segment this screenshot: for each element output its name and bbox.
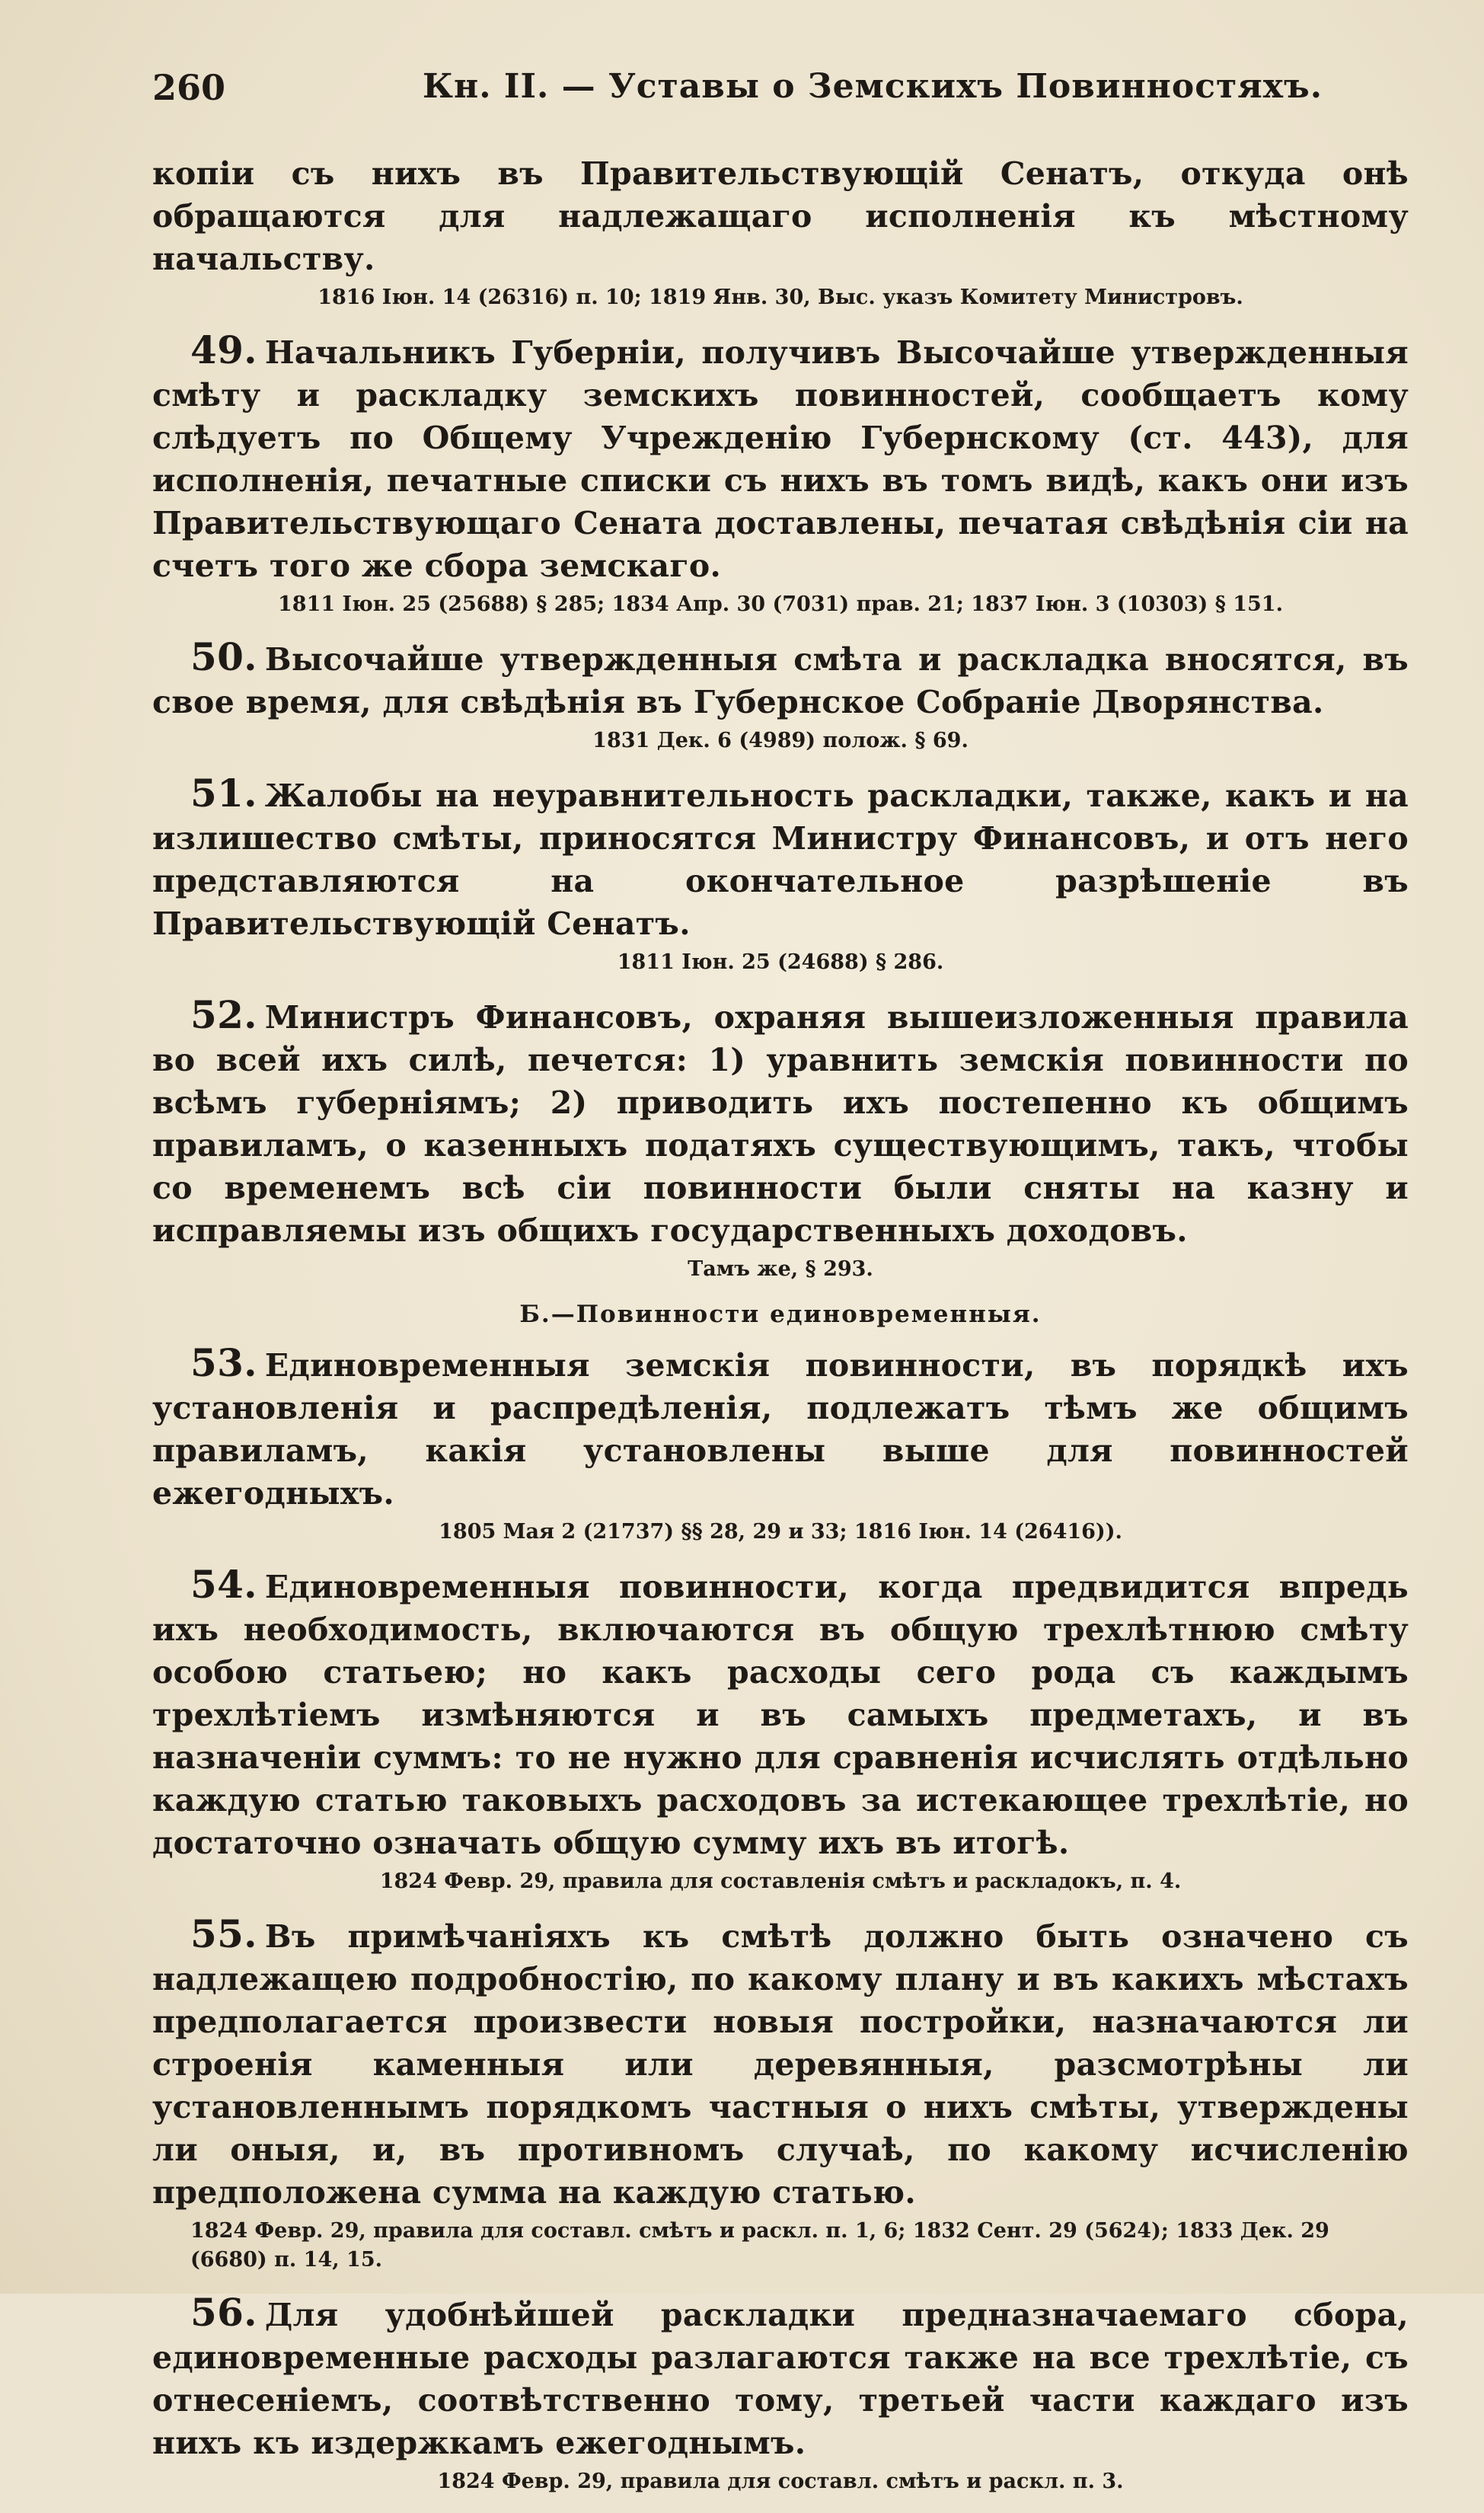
article-text: Высочайше утвержденныя смѣта и раскладка вносятся, въ свое время, для свѣдѣнія въ Губернское Собраніе Дворянства. [152, 641, 1409, 720]
article-number: 51. [190, 771, 257, 816]
section-subheading: Б.—Повинности единовременныя. [519, 1301, 1042, 1328]
running-title: Кн. II. — Уставы о Земскихъ Повинностяхъ. [423, 67, 1323, 106]
article-number: 53. [190, 1340, 257, 1385]
article-text: Единовременныя земскія повинности, въ порядкѣ ихъ установленія и распредѣленія, подлежатъ тѣмъ же общимъ правиламъ, какія установлены выше для повинностей ежегодныхъ. [152, 1347, 1409, 1512]
citation: 1816 Іюн. 14 (26316) п. 10; 1819 Янв. 30, Выс. указъ Комитету Министровъ. [318, 286, 1243, 309]
article-text: Начальникъ Губерніи, получивъ Высочайше утвержденныя смѣту и раскладку земскихъ повинностей, сообщаетъ кому слѣдуетъ по Общему Учрежденію Губернскому (ст. 443), для исполненія, печатные списки съ нихъ въ томъ видѣ, какъ они изъ Правительствующаго Сената доставлены, печатая свѣдѣнія сіи на счетъ того же сбора земскаго. [152, 334, 1409, 584]
article-53 [152, 1342, 1409, 1547]
article-54 [152, 1563, 1409, 1896]
article-text: Единовременныя повинности, когда предвидится впредь ихъ необходимость, включаются въ общую трехлѣтнюю смѣту особою статьею; но какъ расходы сего рода съ каждымъ трехлѣтіемъ измѣняются и въ самыхъ предметахъ, и въ назначеніи суммъ: то не нужно для сравненія исчислять отдѣльно каждую статью таковыхъ расходовъ за истекающее трехлѣтіе, но достаточно означать общую сумму ихъ въ итогѣ. [152, 1569, 1409, 1861]
citation: 1824 Февр. 29, правила для составл. смѣтъ и раскл. п. 1, 6; 1832 Сент. 29 (5624); 1833 Дек. 29 (6680) п. 14, 15. [190, 2219, 1329, 2272]
article-text: Министръ Финансовъ, охраняя вышеизложенныя правила во всей ихъ силѣ, печется: 1) уравнить земскія повинности по всѣмъ губерніямъ; 2) приводить ихъ постепенно къ общимъ правиламъ, о казенныхъ податяхъ существующимъ, такъ, чтобы со временемъ всѣ сіи повинности были сняты на казну и исправляемы изъ общихъ государственныхъ доходовъ. [152, 999, 1409, 1249]
article-52 [152, 994, 1409, 1284]
citation: 1831 Дек. 6 (4989) полож. § 69. [592, 729, 969, 752]
page-header [152, 67, 1340, 113]
continuation-paragraph: копіи съ нихъ въ Правительствующій Сенатъ, откуда онѣ обращаются для надлежащаго исполненія къ мѣстному начальству. [152, 155, 1409, 277]
citation: 1824 Февр. 29, правила для составленія смѣтъ и раскладокъ, п. 4. [379, 1870, 1182, 1893]
citation: Тамъ же, § 293. [688, 1257, 873, 1281]
article-number: 49. [190, 327, 257, 372]
article-text: Для удобнѣйшей раскладки предназначаемаго сбора, единовременные расходы разлагаются также на все трехлѣтіе, съ отнесеніемъ, соотвѣтственно тому, третьей части каждаго изъ нихъ къ издержкамъ ежегоднымъ. [152, 2297, 1409, 2461]
article-55 [152, 1913, 1409, 2275]
article-number: 54. [190, 1562, 257, 1607]
article-51 [152, 772, 1409, 977]
article-text: Въ примѣчаніяхъ къ смѣтѣ должно быть означено съ надлежащею подробностію, по какому плану и въ какихъ мѣстахъ предполагается произвести новыя постройки, назначаются ли строенія каменныя или деревянныя, разсмотрѣны ли установленнымъ порядкомъ частныя о нихъ смѣты, утверждены ли оныя, и, въ противномъ случаѣ, по какому исчисленію предположена сумма на каждую статью. [152, 1918, 1409, 2211]
citation: 1811 Іюн. 25 (25688) § 285; 1834 Апр. 30 (7031) прав. 21; 1837 Іюн. 3 (10303) § 151. [278, 592, 1283, 616]
citation: 1805 Мая 2 (21737) §§ 28, 29 и 33; 1816 Іюн. 14 (26416)). [439, 1520, 1122, 1544]
article-56 [152, 2291, 1409, 2496]
article-number: 50. [190, 634, 257, 679]
article-number: 56. [190, 2290, 257, 2335]
article-49 [152, 329, 1409, 619]
page-number: 260 [152, 67, 226, 108]
page-body [152, 152, 1409, 2513]
article-number: 55. [190, 1911, 257, 1956]
article-text: Жалобы на неуравнительность раскладки, также, какъ и на излишество смѣты, приносятся Министру Финансовъ, и отъ него представляются на окончательное разрѣшеніе въ Правительствующій Сенатъ. [152, 778, 1409, 942]
citation: 1824 Февр. 29, правила для составл. смѣтъ и раскл. п. 3. [437, 2470, 1124, 2493]
citation: 1811 Іюн. 25 (24688) § 286. [617, 950, 944, 974]
article-number: 52. [190, 992, 257, 1037]
article-50 [152, 636, 1409, 755]
